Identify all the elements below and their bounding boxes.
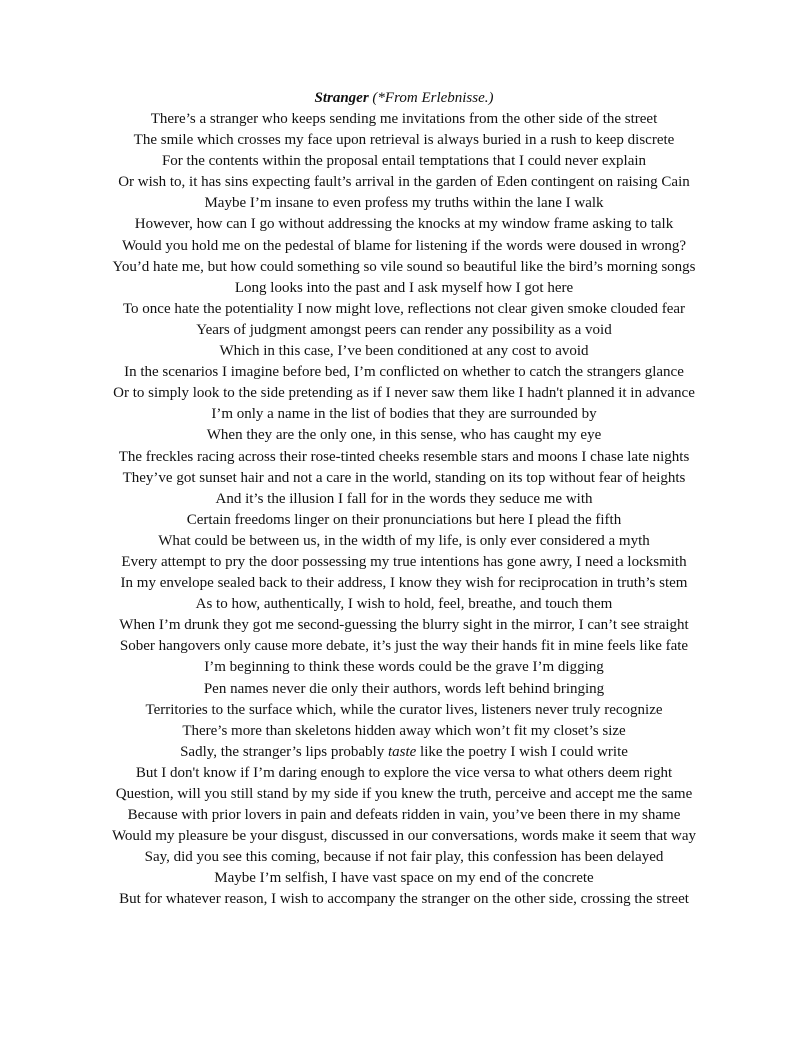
poem-line bbox=[0, 172, 808, 193]
poem-line-text: There’s a stranger who keeps sending me invitations from the other side of the street bbox=[150, 111, 658, 127]
poem-line bbox=[0, 594, 808, 615]
poem-line bbox=[0, 531, 808, 552]
poem-line bbox=[0, 573, 808, 594]
poem-line-text: Maybe I’m insane to even profess my truths within the lane I walk bbox=[204, 195, 604, 212]
poem-line bbox=[0, 742, 808, 763]
poem-line-text: What could be between us, in the width of my life, is only ever considered a myth bbox=[158, 532, 650, 549]
poem-line-text: Years of judgment amongst peers can render any possibility as a void bbox=[196, 321, 612, 338]
poem-line-text: Maybe I’m selfish, I have vast space on my end of the concrete bbox=[214, 870, 594, 887]
poem-line-text: As to how, authentically, I wish to hold, feel, breathe, and touch them bbox=[195, 596, 613, 613]
poem-line-text: The freckles racing across their rose-tinted cheeks resemble stars and moons I chase late nights bbox=[118, 448, 690, 465]
poem-line-text: In my envelope sealed back to their address, I know they wish for reciprocation in truth’s stem bbox=[120, 575, 688, 592]
poem-line bbox=[0, 299, 808, 320]
poem-line-text: And it’s the illusion I fall for in the words they seduce me with bbox=[215, 490, 593, 507]
poem-line bbox=[0, 847, 808, 868]
poem-line-text: I’m only a name in the list of bodies that they are surrounded by bbox=[211, 406, 597, 423]
poem-line bbox=[0, 868, 808, 889]
poem-body bbox=[0, 109, 808, 911]
poem-line bbox=[0, 109, 808, 130]
poem-line bbox=[0, 130, 808, 151]
poem-line bbox=[0, 151, 808, 172]
poem-line-text: When I’m drunk they got me second-guessing the blurry sight in the mirror, I can’t see straight bbox=[119, 617, 689, 634]
poem-line-text: I’m beginning to think these words could be the grave I’m digging bbox=[204, 659, 604, 676]
poem-line-text: However, how can I go without addressing the knocks at my window frame asking to talk bbox=[134, 216, 674, 233]
poem-subtitle: (*From Erlebnisse.) bbox=[372, 90, 494, 106]
poem-line bbox=[0, 700, 808, 721]
poem-line bbox=[0, 193, 808, 214]
poem-line-text: Every attempt to pry the door possessing my true intentions has gone awry, I need a locksmith bbox=[121, 553, 687, 570]
poem-line-text: There’s more than skeletons hidden away which won’t fit my closet’s size bbox=[182, 722, 626, 739]
poem-line-text: When they are the only one, in this sense, who has caught my eye bbox=[206, 427, 602, 444]
poem-line bbox=[0, 805, 808, 826]
poem-line bbox=[0, 320, 808, 341]
poem-line-text: They’ve got sunset hair and not a care in the world, standing on its top without fear of heights bbox=[122, 469, 686, 486]
poem-line-text: But I don't know if I’m daring enough to explore the vice versa to what others deem right bbox=[135, 764, 673, 781]
poem-line-text: Would you hold me on the pedestal of blame for listening if the words were doused in wrong? bbox=[121, 237, 687, 254]
poem-line-text: In the scenarios I imagine before bed, I’m conflicted on whether to catch the strangers glance bbox=[124, 364, 684, 381]
poem-line-text: Because with prior lovers in pain and defeats ridden in vain, you’ve been there in my shame bbox=[127, 807, 681, 824]
poem-line-text: Which in this case, I’ve been conditioned at any cost to avoid bbox=[219, 343, 589, 360]
poem-line-text: Certain freedoms linger on their pronunciations but here I plead the fifth bbox=[186, 511, 622, 528]
poem-line bbox=[0, 889, 808, 910]
poem-line-text: But for whatever reason, I wish to accompany the stranger on the other side, crossing the street bbox=[119, 891, 689, 908]
poem-line bbox=[0, 615, 808, 636]
poem-line bbox=[0, 468, 808, 489]
poem-line-text: You’d hate me, but how could something so vile sound so beautiful like the bird’s morning songs bbox=[112, 258, 696, 275]
poem-line bbox=[0, 552, 808, 573]
poem-line-text-tail: like the poetry I wish I could write bbox=[416, 743, 628, 760]
poem-line-text: Question, will you still stand by my side if you knew the truth, perceive and accept me the same bbox=[115, 786, 693, 802]
poem-line bbox=[0, 657, 808, 678]
poem-line bbox=[0, 636, 808, 657]
poem-line-text: Would my pleasure be your disgust, discussed in our conversations, words make it seem that way bbox=[111, 828, 697, 845]
poem-line bbox=[0, 784, 808, 805]
poem-line bbox=[0, 826, 808, 847]
poem-title: Stranger bbox=[314, 90, 369, 106]
poem-line bbox=[0, 679, 808, 700]
poem-line bbox=[0, 489, 808, 510]
poem-line-emphasis: taste bbox=[387, 743, 417, 760]
poem-line bbox=[0, 425, 808, 446]
poem-line-text: Say, did you see this coming, because if not fair play, this confession has been delayed bbox=[144, 849, 664, 866]
poem-line-text: Long looks into the past and I ask myself how I got here bbox=[234, 279, 574, 296]
poem-line-text: Sober hangovers only cause more debate, it’s just the way their hands fit in mine feels like fate bbox=[119, 638, 689, 655]
poem-line bbox=[0, 404, 808, 425]
poem-page bbox=[0, 88, 808, 911]
poem-line bbox=[0, 362, 808, 383]
poem-line-text: Territories to the surface which, while the curator lives, listeners never truly recognize bbox=[145, 701, 663, 718]
poem-line bbox=[0, 214, 808, 235]
poem-line bbox=[0, 721, 808, 742]
poem-title-line bbox=[0, 88, 808, 109]
poem-line-text: Pen names never die only their authors, words left behind bringing bbox=[203, 680, 605, 697]
poem-line-text: The smile which crosses my face upon retrieval is always buried in a rush to keep discrete bbox=[133, 132, 675, 149]
poem-line bbox=[0, 510, 808, 531]
poem-line-text: Sadly, the stranger’s lips probably bbox=[180, 743, 388, 760]
poem-line bbox=[0, 447, 808, 468]
poem-line bbox=[0, 763, 808, 784]
poem-line bbox=[0, 236, 808, 257]
poem-line bbox=[0, 383, 808, 404]
poem-line bbox=[0, 278, 808, 299]
poem-line bbox=[0, 341, 808, 362]
poem-line bbox=[0, 257, 808, 278]
poem-line-text: Or to simply look to the side pretending as if I never saw them like I hadn't planned it in advance bbox=[113, 385, 695, 402]
poem-line-text: To once hate the potentiality I now might love, reflections not clear given smoke clouded fear bbox=[122, 300, 686, 317]
poem-line-text: Or wish to, it has sins expecting fault’s arrival in the garden of Eden contingent on raising Cain bbox=[118, 174, 690, 191]
poem-line-text: For the contents within the proposal entail temptations that I could never explain bbox=[161, 153, 647, 170]
